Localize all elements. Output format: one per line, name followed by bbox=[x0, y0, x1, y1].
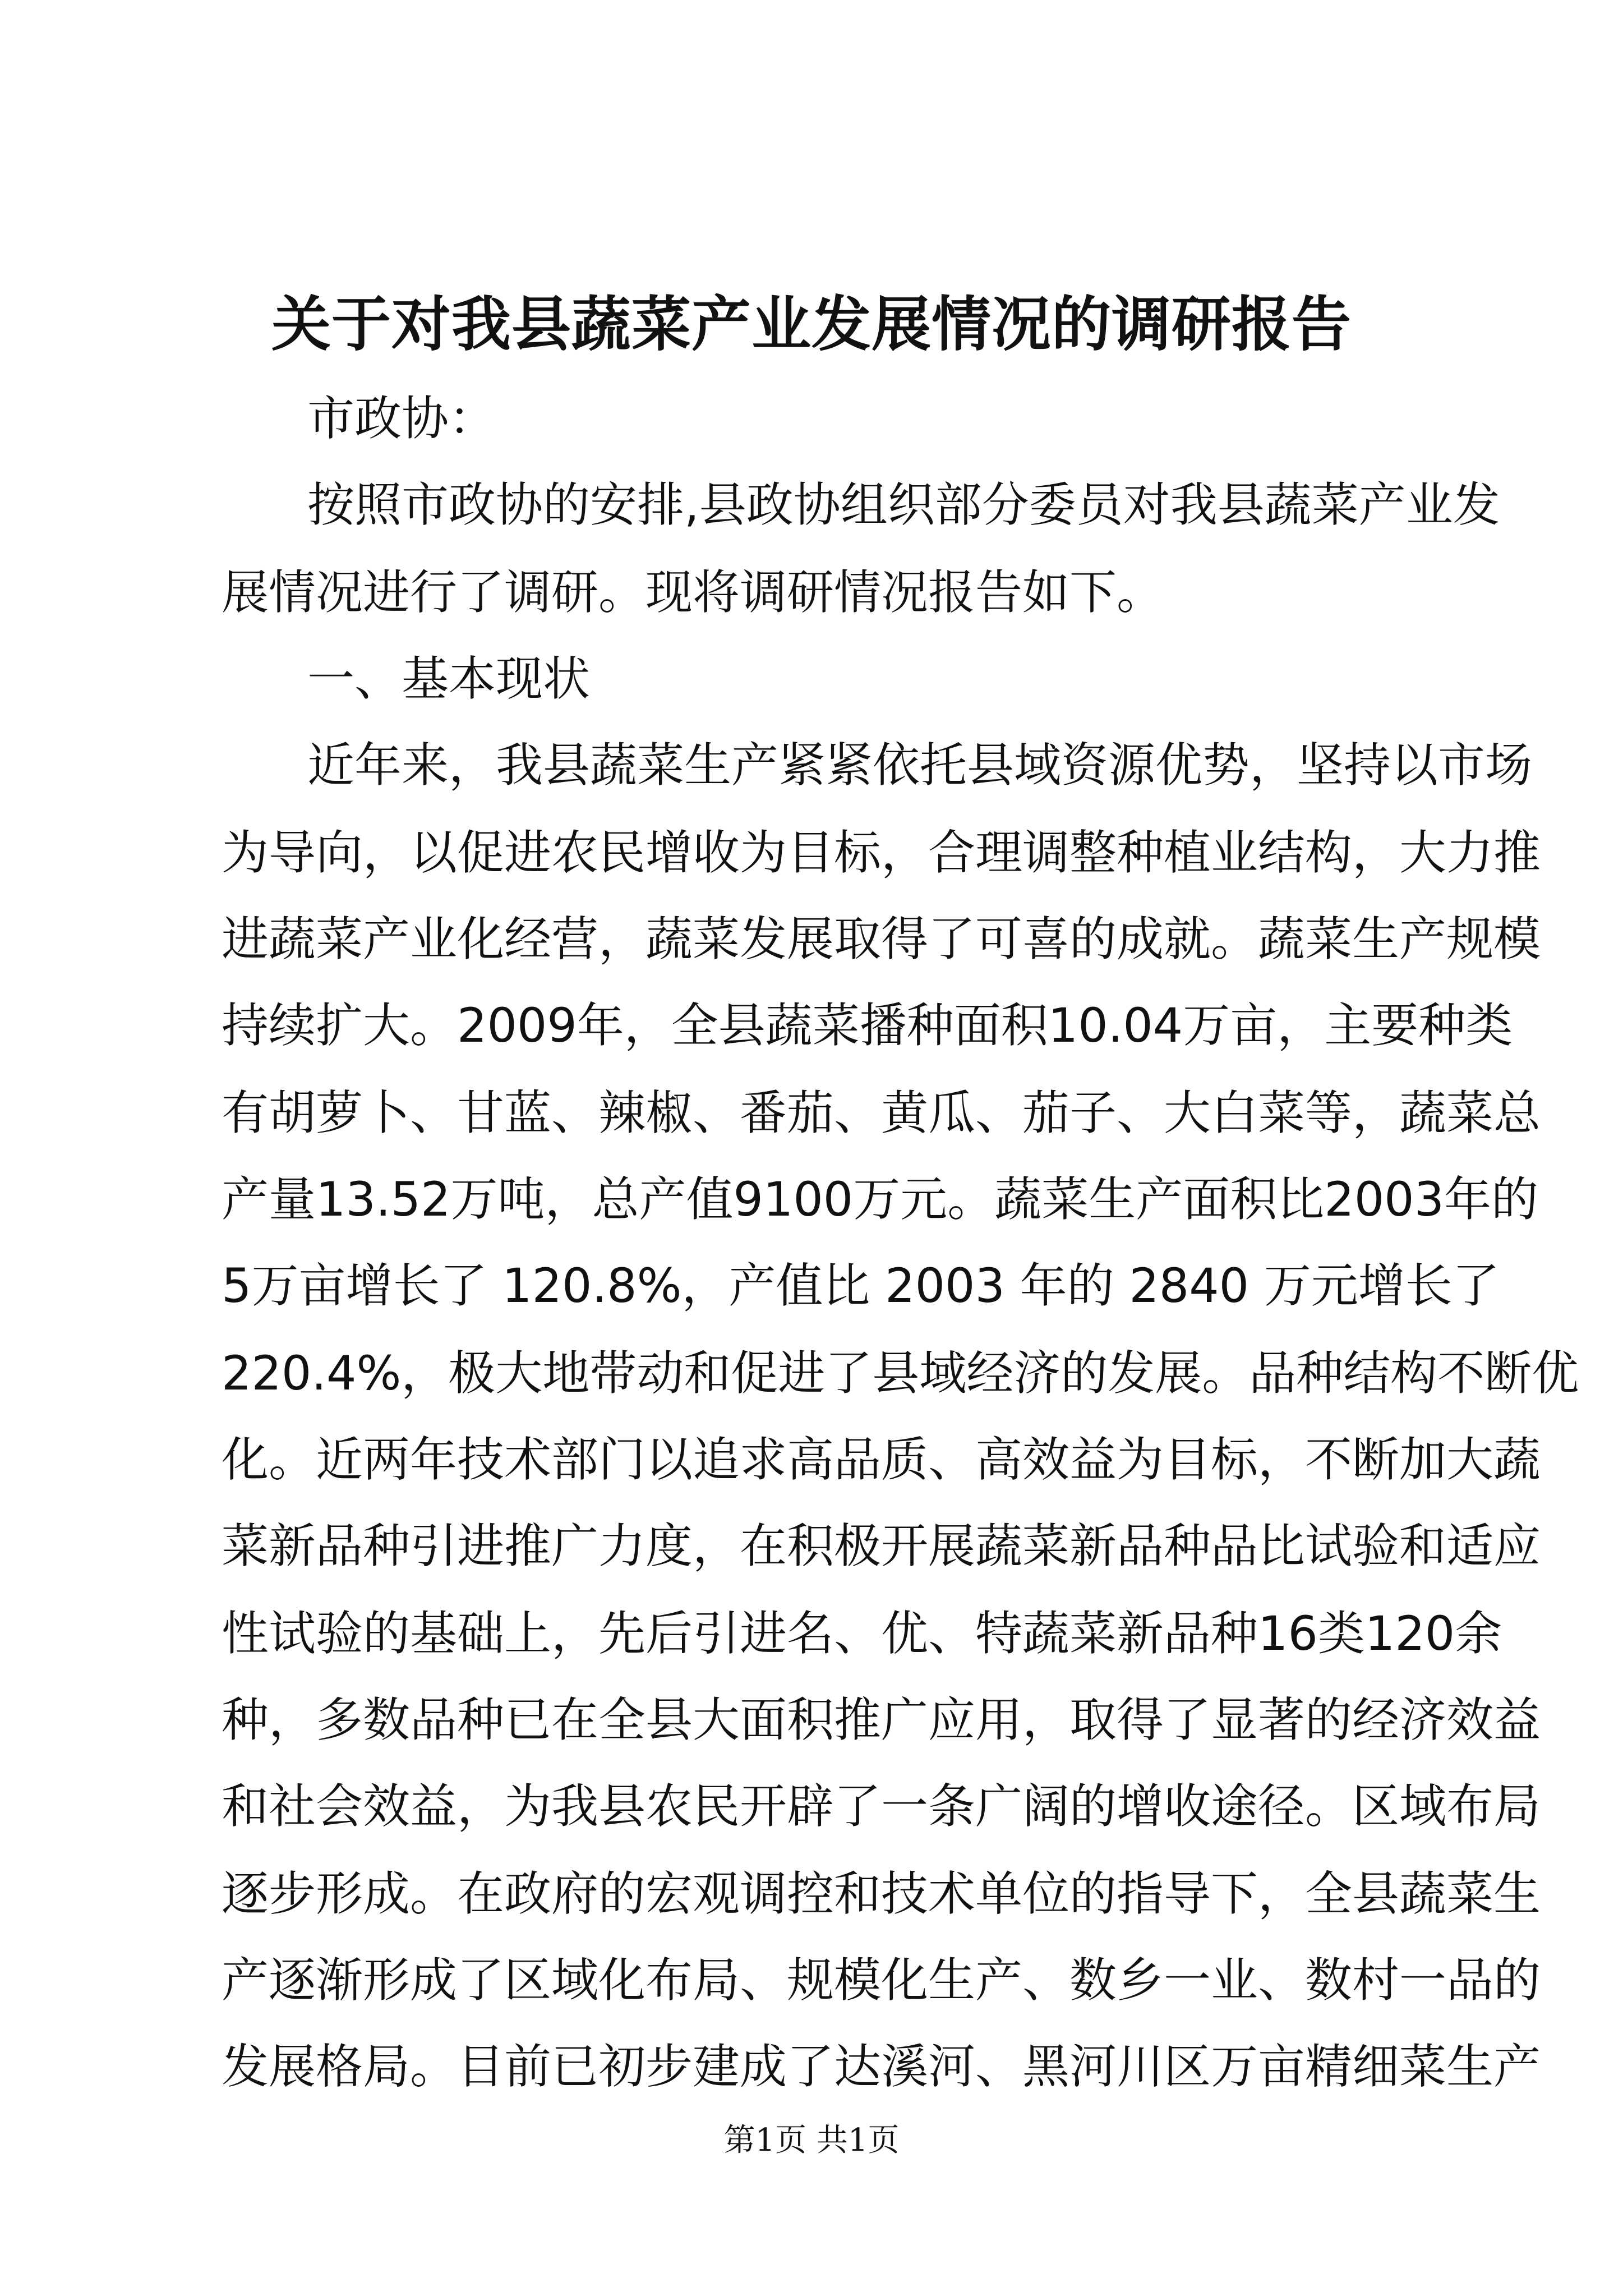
page-footer: 第1页 共1页 bbox=[723, 2122, 900, 2159]
body-line-19: 发展格局。目前已初步建成了达溪河、黑河川区万亩精细菜生产 bbox=[222, 2039, 1541, 2094]
body-line-6: 进蔬菜产业化经营，蔬菜发展取得了可喜的成就。蔬菜生产规模 bbox=[222, 912, 1541, 967]
body-line-9: 产量13.52万吨，总产值9100万元。蔬菜生产面积比2003年的 bbox=[222, 1172, 1539, 1227]
body-line-17: 逐步形成。在政府的宏观调控和技术单位的指导下，全县蔬菜生 bbox=[222, 1866, 1541, 1921]
body-line-16: 和社会效益，为我县农民开辟了一条广阔的增收途径。区域布局 bbox=[222, 1779, 1541, 1834]
body-line-8: 有胡萝卜、甘蓝、辣椒、番茄、黄瓜、茄子、大白菜等，蔬菜总 bbox=[222, 1085, 1541, 1140]
document-title: 关于对我县蔬菜产业发展情况的调研报告 bbox=[271, 289, 1352, 359]
salutation: 市政协： bbox=[307, 391, 496, 446]
body-line-18: 产逐渐形成了区域化布局、规模化生产、数乡一业、数村一品的 bbox=[222, 1953, 1541, 2008]
section-heading: 一、基本现状 bbox=[307, 651, 591, 706]
body-line-10: 5万亩增长了 120.8%，产值比 2003 年的 2840 万元增长了 bbox=[222, 1258, 1500, 1313]
body-line-14: 性试验的基础上，先后引进名、优、特蔬菜新品种16类120余 bbox=[222, 1606, 1502, 1661]
body-line-1: 按照市政协的安排,县政协组织部分委员对我县蔬菜产业发 bbox=[307, 477, 1500, 532]
body-line-11: 220.4%，极大地带动和促进了县域经济的发展。品种结构不断优 bbox=[222, 1346, 1579, 1401]
body-line-5: 为导向，以促进农民增收为目标，合理调整种植业结构，大力推 bbox=[222, 825, 1541, 880]
body-line-15: 种，多数品种已在全县大面积推广应用，取得了显著的经济效益 bbox=[222, 1692, 1541, 1747]
body-line-13: 菜新品种引进推广力度，在积极开展蔬菜新品种品比试验和适应 bbox=[222, 1519, 1541, 1573]
body-line-4: 近年来，我县蔬菜生产紧紧依托县域资源优势，坚持以市场 bbox=[307, 738, 1533, 793]
body-line-12: 化。近两年技术部门以追求高品质、高效益为目标，不断加大蔬 bbox=[222, 1432, 1541, 1487]
body-line-2: 展情况进行了调研。现将调研情况报告如下。 bbox=[222, 565, 1164, 620]
body-line-7: 持续扩大。2009年，全县蔬菜播种面积10.04万亩，主要种类 bbox=[222, 998, 1513, 1053]
